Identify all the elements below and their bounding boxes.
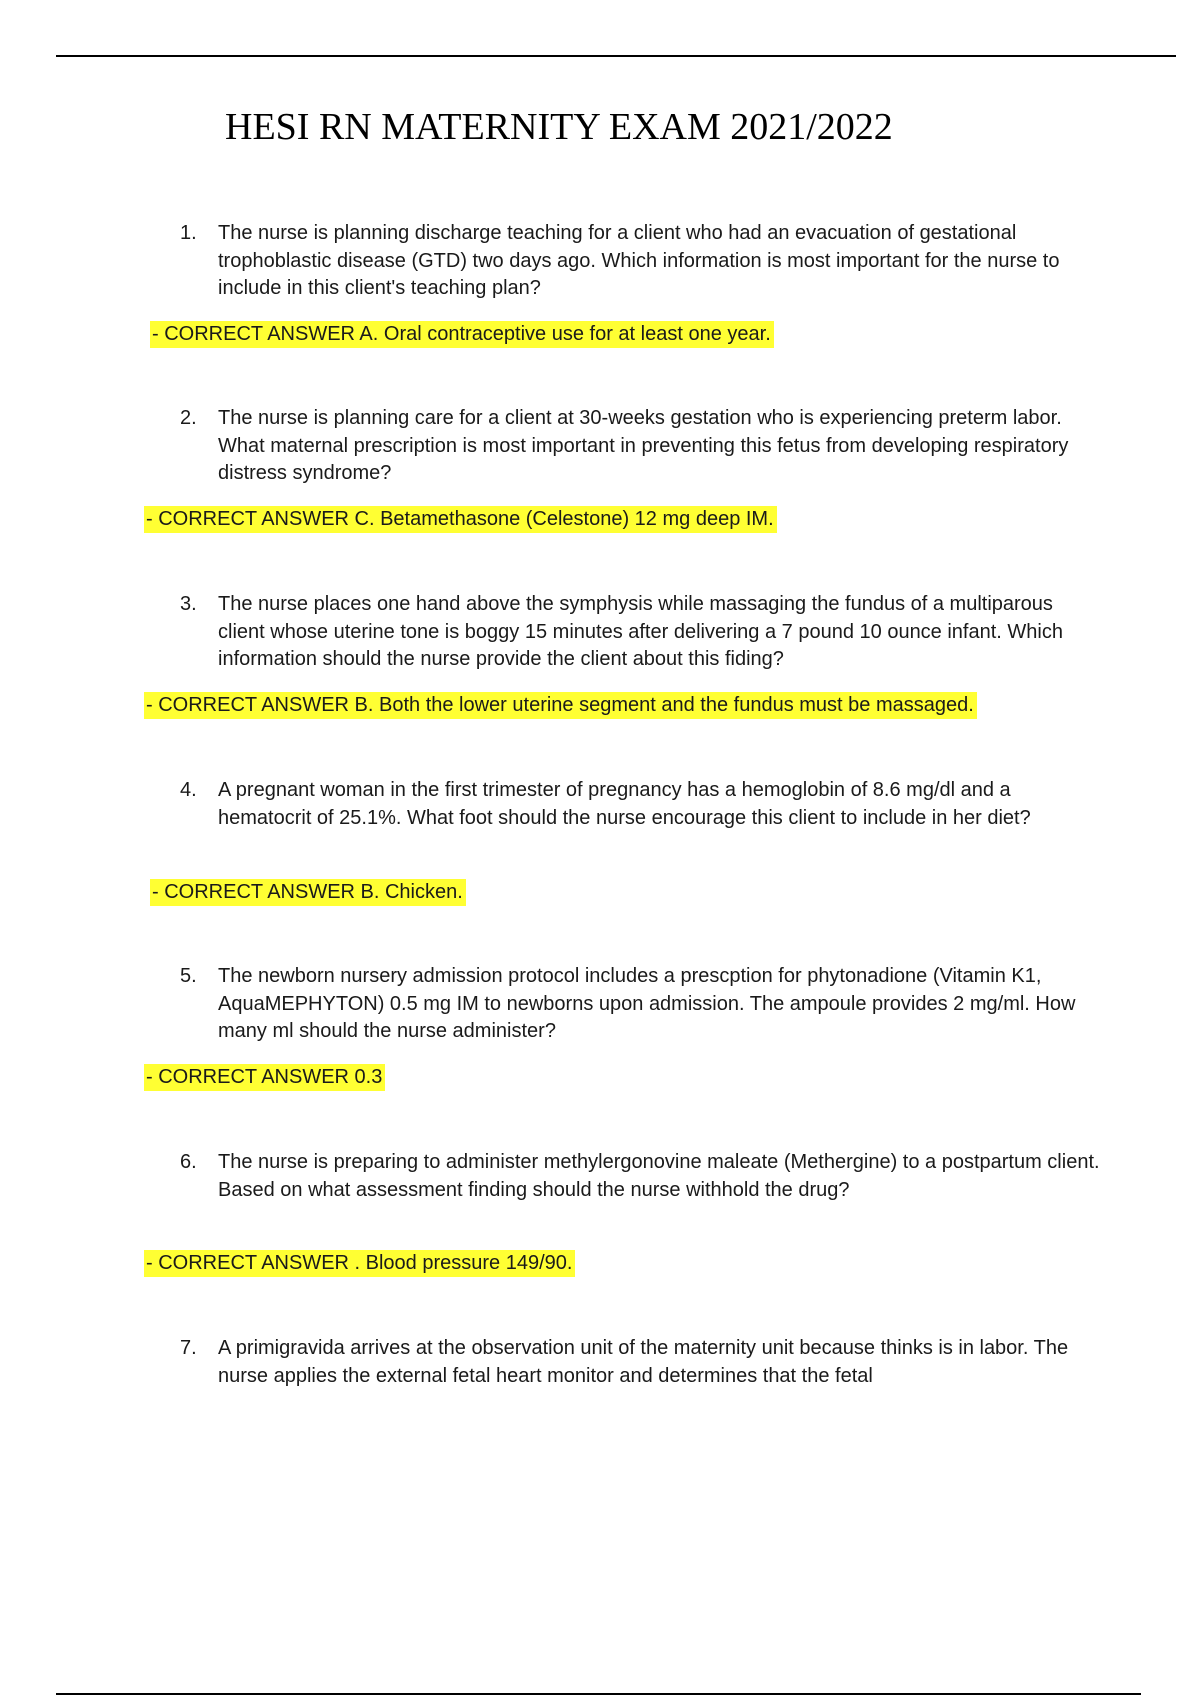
question-5 [180,963,1100,1046]
question-6 [180,1149,1100,1204]
question-number: 6. [180,1151,197,1173]
bottom-rule [56,1693,1141,1695]
question-number: 5. [180,965,197,987]
question-text: A primigravida arrives at the observation unit of the maternity unit because thinks is in labor. The nurse applies the external fetal heart monitor and determines that the fetal [218,1337,1069,1387]
question-3 [180,591,1100,674]
answer-3: - CORRECT ANSWER B. Both the lower uterine segment and the fundus must be massaged. [144,692,977,719]
answer-4: - CORRECT ANSWER B. Chicken. [150,879,466,906]
answer-5: - CORRECT ANSWER 0.3 [144,1064,385,1091]
question-7 [180,1335,1100,1390]
answer-6: - CORRECT ANSWER . Blood pressure 149/90. [144,1250,575,1277]
question-number: 3. [180,593,197,615]
question-text: The nurse is planning discharge teaching for a client who had an evacuation of gestational trophoblastic disease (GTD) two days ago. Which information is most important for the nurse to include in this client's teaching plan? [218,222,1060,299]
question-text: A pregnant woman in the first trimester of pregnancy has a hemoglobin of 8.6 mg/dl and a hematocrit of 25.1%. What foot should the nurse encourage this client to include in her diet? [218,779,1031,829]
top-rule [56,55,1176,57]
question-number: 4. [180,779,197,801]
question-4 [180,777,1100,832]
answer-2: - CORRECT ANSWER C. Betamethasone (Celestone) 12 mg deep IM. [144,506,777,533]
question-1 [180,220,1100,303]
question-2 [180,405,1100,488]
question-number: 2. [180,407,197,429]
question-text: The newborn nursery admission protocol includes a prescption for phytonadione (Vitamin K1, AquaMEPHYTON) 0.5 mg IM to newborns upon admission. The ampoule provides 2 mg/ml. How many ml should the nurse administer? [218,965,1076,1042]
document-title: HESI RN MATERNITY EXAM 2021/2022 [225,106,893,148]
question-number: 7. [180,1337,197,1359]
question-text: The nurse is preparing to administer methylergonovine maleate (Methergine) to a postpartum client. Based on what assessment finding should the nurse withhold the drug? [218,1151,1100,1201]
question-number: 1. [180,222,197,244]
answer-1: - CORRECT ANSWER A. Oral contraceptive use for at least one year. [150,321,774,348]
question-text: The nurse places one hand above the symphysis while massaging the fundus of a multiparous client whose uterine tone is boggy 15 minutes after delivering a 7 pound 10 ounce infant. Which information should the nurse provide the client about this fiding? [218,593,1063,670]
question-text: The nurse is planning care for a client at 30-weeks gestation who is experiencing preterm labor. What maternal prescription is most important in preventing this fetus from developing respiratory distress syndrome? [218,407,1069,484]
